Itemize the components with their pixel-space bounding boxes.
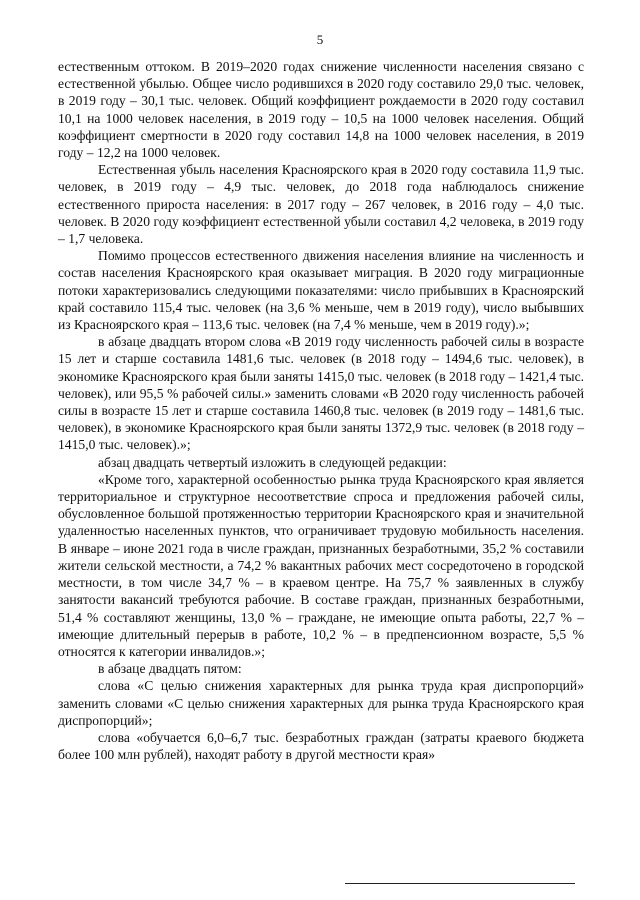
paragraph: «Кроме того, характерной особенностью рынка труда Красноярского края является территориальное и структурное несоответствие спроса и предложения рабочей силы, обусловленное большой протяженностью территории Красноярского края и значительной удаленностью населенных пунктов, что ограничивает трудовую мобильность населения. В январе – июне 2021 года в числе граждан, признанных безработными, 35,2 % составили жители сельской местности, а 74,2 % вакантных рабочих мест сосредоточено в городской местности, в том числе 34,7 % – в краевом центре. На 75,7 % заявленных в службу занятости вакансий требуются рабочие. В составе граждан, признанных безработными, 51,4 % составляют женщины, 13,0 % – граждане, не имеющие опыта работы, 22,7 % – имеющие длительный перерыв в работе, 10,2 % – в предпенсионном возрасте, 5,5 % относятся к категории инвалидов.»;: [58, 471, 584, 659]
paragraph: абзац двадцать четвертый изложить в следующей редакции:: [98, 454, 447, 470]
paragraph: Помимо процессов естественного движения населения влияние на численность и состав населения Красноярского края оказывает миграция. В 2020 году миграционные потоки характеризовались следующими показателями: число прибывших в Красноярский край составило 115,4 тыс. человек (на 3,6 % меньше, чем в 2019 году), число выбывших из Красноярского края – 113,6 тыс. человек (на 7,4 % меньше, чем в 2019 году).»;: [58, 248, 584, 333]
page-number: 5: [316, 32, 324, 47]
footer-rule: [345, 883, 575, 884]
paragraph: слова «обучается 6,0–6,7 тыс. безработных граждан (затраты краевого бюджета более 100 млн рублей), находят работу в другой местности края»: [58, 729, 584, 763]
paragraph: Естественная убыль населения Красноярского края в 2020 году составила 11,9 тыс. человек, в 2019 году – 4,9 тыс. человек, до 2018 года наблюдалось снижение естественного прироста населения: в 2017 году – 267 человек, в 2016 году – 4,0 тыс. человек. В 2020 году коэффициент естественной убыли составил 4,2 человека, в 2019 году – 1,7 человека.: [58, 162, 584, 247]
paragraph: в абзаце двадцать втором слова «В 2019 году численность рабочей силы в возрасте 15 лет и старше составила 1481,6 тыс. человек (в 2018 году – 1494,6 тыс. человек), в экономике Красноярского края были заняты 1415,0 тыс. человек (в 2018 году – 1421,4 тыс. человек), или 95,5 % рабочей силы.» заменить словами «В 2020 году численность рабочей силы в возрасте 15 лет и старше составила 1460,8 тыс. человек (в 2019 году – 1481,6 тыс. человек), в экономике Красноярского края были заняты 1372,9 тыс. человек (в 2018 году – 1415,0 тыс. человек).»;: [58, 334, 584, 453]
paragraph: слова «С целью снижения характерных для рынка труда края диспропорций» заменить словами «С целью снижения характерных для рынка труда Красноярского края диспропорций»;: [58, 678, 584, 728]
document-body: [58, 58, 584, 763]
paragraph: в абзаце двадцать пятом:: [98, 661, 242, 677]
paragraph: естественным оттоком. В 2019–2020 годах снижение численности населения связано с естественной убылью. Общее число родившихся в 2020 году составило 29,0 тыс. человек, в 2019 году – 30,1 тыс. человек. Общий коэффициент рождаемости в 2020 году составил 10,1 на 1000 человек населения, в 2019 году – 10,5 на 1000 человек населения. Общий коэффициент смертности в 2020 году составил 14,8 на 1000 человек населения, в 2019 году – 12,2 на 1000 человек.: [58, 59, 584, 161]
